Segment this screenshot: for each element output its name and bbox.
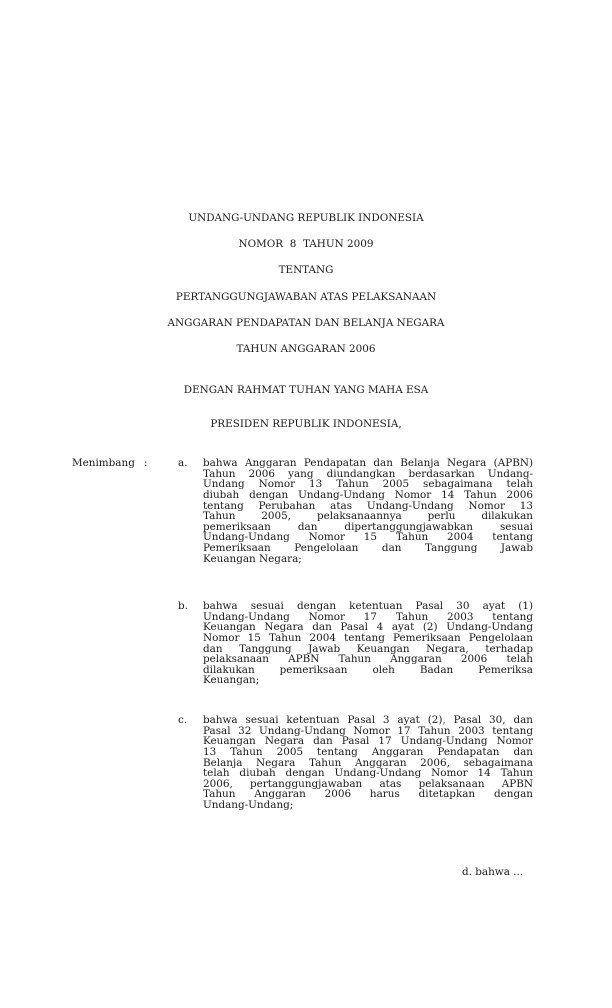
item-a-line: Undang-Undang Nomor 15 Tahun 2004 tentang [203, 531, 533, 544]
law-subject-line-2: ANGGARAN PENDAPATAN DAN BELANJA NEGARA [167, 317, 445, 329]
item-a-line: Tahun 2006 yang diundangkan berdasarkan Undang- [203, 467, 533, 480]
item-b-line: Keuangan Negara dan Pasal 4 ayat (2) Undang-Undang [203, 621, 533, 634]
item-c-line-first-head: bahwa sesuai ketentuan Pasal 3 ayat (2) [203, 714, 443, 726]
item-a-line: Keuangan Negara; [203, 552, 302, 565]
item-c-line: 2006, pertanggungjawaban atas pelaksanaan APBN [203, 777, 533, 790]
considering-colon: : [144, 457, 148, 469]
item-c-line: telah diubah dengan Undang-Undang Nomor 14 Tahun [203, 767, 533, 780]
item-c-body [203, 715, 533, 811]
item-c-letter: c. [178, 714, 188, 726]
issuer: PRESIDEN REPUBLIK INDONESIA, [210, 418, 402, 430]
item-c-line: Keuangan Negara dan Pasal 17 Undang-Undang Nomor [203, 735, 533, 748]
item-b-line: Keuangan; [203, 674, 260, 687]
law-subject-line-1: PERTANGGUNGJAWABAN ATAS PELAKSANAAN [175, 291, 437, 303]
item-b-line: bahwa sesuai dengan ketentuan Pasal 30 ayat (1) [203, 600, 533, 612]
item-b-line: pelaksanaan APBN Tahun Anggaran 2006 telah [203, 653, 533, 666]
item-c-line: Belanja Negara Tahun Anggaran 2006, sebagaimana [203, 756, 533, 769]
item-a-line: Undang Nomor 13 Tahun 2005 sebagaimana telah [203, 478, 533, 491]
law-number: NOMOR 8 TAHUN 2009 [238, 238, 374, 250]
item-a-line: Pemeriksaan Pengelolaan dan Tanggung Jawab [203, 542, 533, 555]
item-a-line: diubah dengan Undang-Undang Nomor 14 Tahun 2006 [203, 488, 533, 501]
item-a-line: pemeriksaan dan dipertanggungjawabkan sesuai [203, 520, 533, 533]
item-c-line: Tahun Anggaran 2006 harus ditetapkan dengan [203, 788, 533, 801]
item-b-line: Nomor 15 Tahun 2004 tentang Pemeriksaan Pengelolaan [203, 631, 533, 644]
law-subject-line-3: TAHUN ANGGARAN 2006 [236, 343, 376, 355]
considering-label: Menimbang [72, 457, 135, 469]
item-b-body [203, 601, 533, 686]
law-about-label: TENTANG [278, 264, 334, 276]
item-b-line: dan Tanggung Jawab Keuangan Negara, terhadap [203, 642, 533, 655]
item-a-line: tentang Perubahan atas Undang-Undang Nomor 13 [203, 499, 533, 512]
law-title: UNDANG-UNDANG REPUBLIK INDONESIA [188, 212, 424, 224]
item-c-line: 13 Tahun 2005 tentang Anggaran Pendapatan dan [203, 745, 533, 758]
item-c-line-first-tail: Pasal 30, dan [445, 714, 533, 726]
item-c-line: Undang-Undang; [203, 799, 294, 812]
item-a-line: Tahun 2005, pelaksanaannya perlu dilakukan [203, 510, 533, 523]
highlighted-comma: , [442, 714, 446, 726]
item-a-body [203, 458, 533, 564]
item-b-letter: b. [178, 600, 188, 612]
item-b-line: Undang-Undang Nomor 17 Tahun 2003 tentang [203, 610, 533, 623]
item-a-line: bahwa Anggaran Pendapatan dan Belanja Negara (APBN) [203, 457, 533, 469]
page-continuation: d. bahwa ... [462, 866, 524, 878]
item-b-line: dilakukan pemeriksaan oleh Badan Pemeriksa [203, 663, 533, 676]
item-c-line: Pasal 32 Undang-Undang Nomor 17 Tahun 2003 tentang [203, 724, 533, 737]
item-a-letter: a. [178, 457, 188, 469]
invocation: DENGAN RAHMAT TUHAN YANG MAHA ESA [183, 384, 429, 396]
